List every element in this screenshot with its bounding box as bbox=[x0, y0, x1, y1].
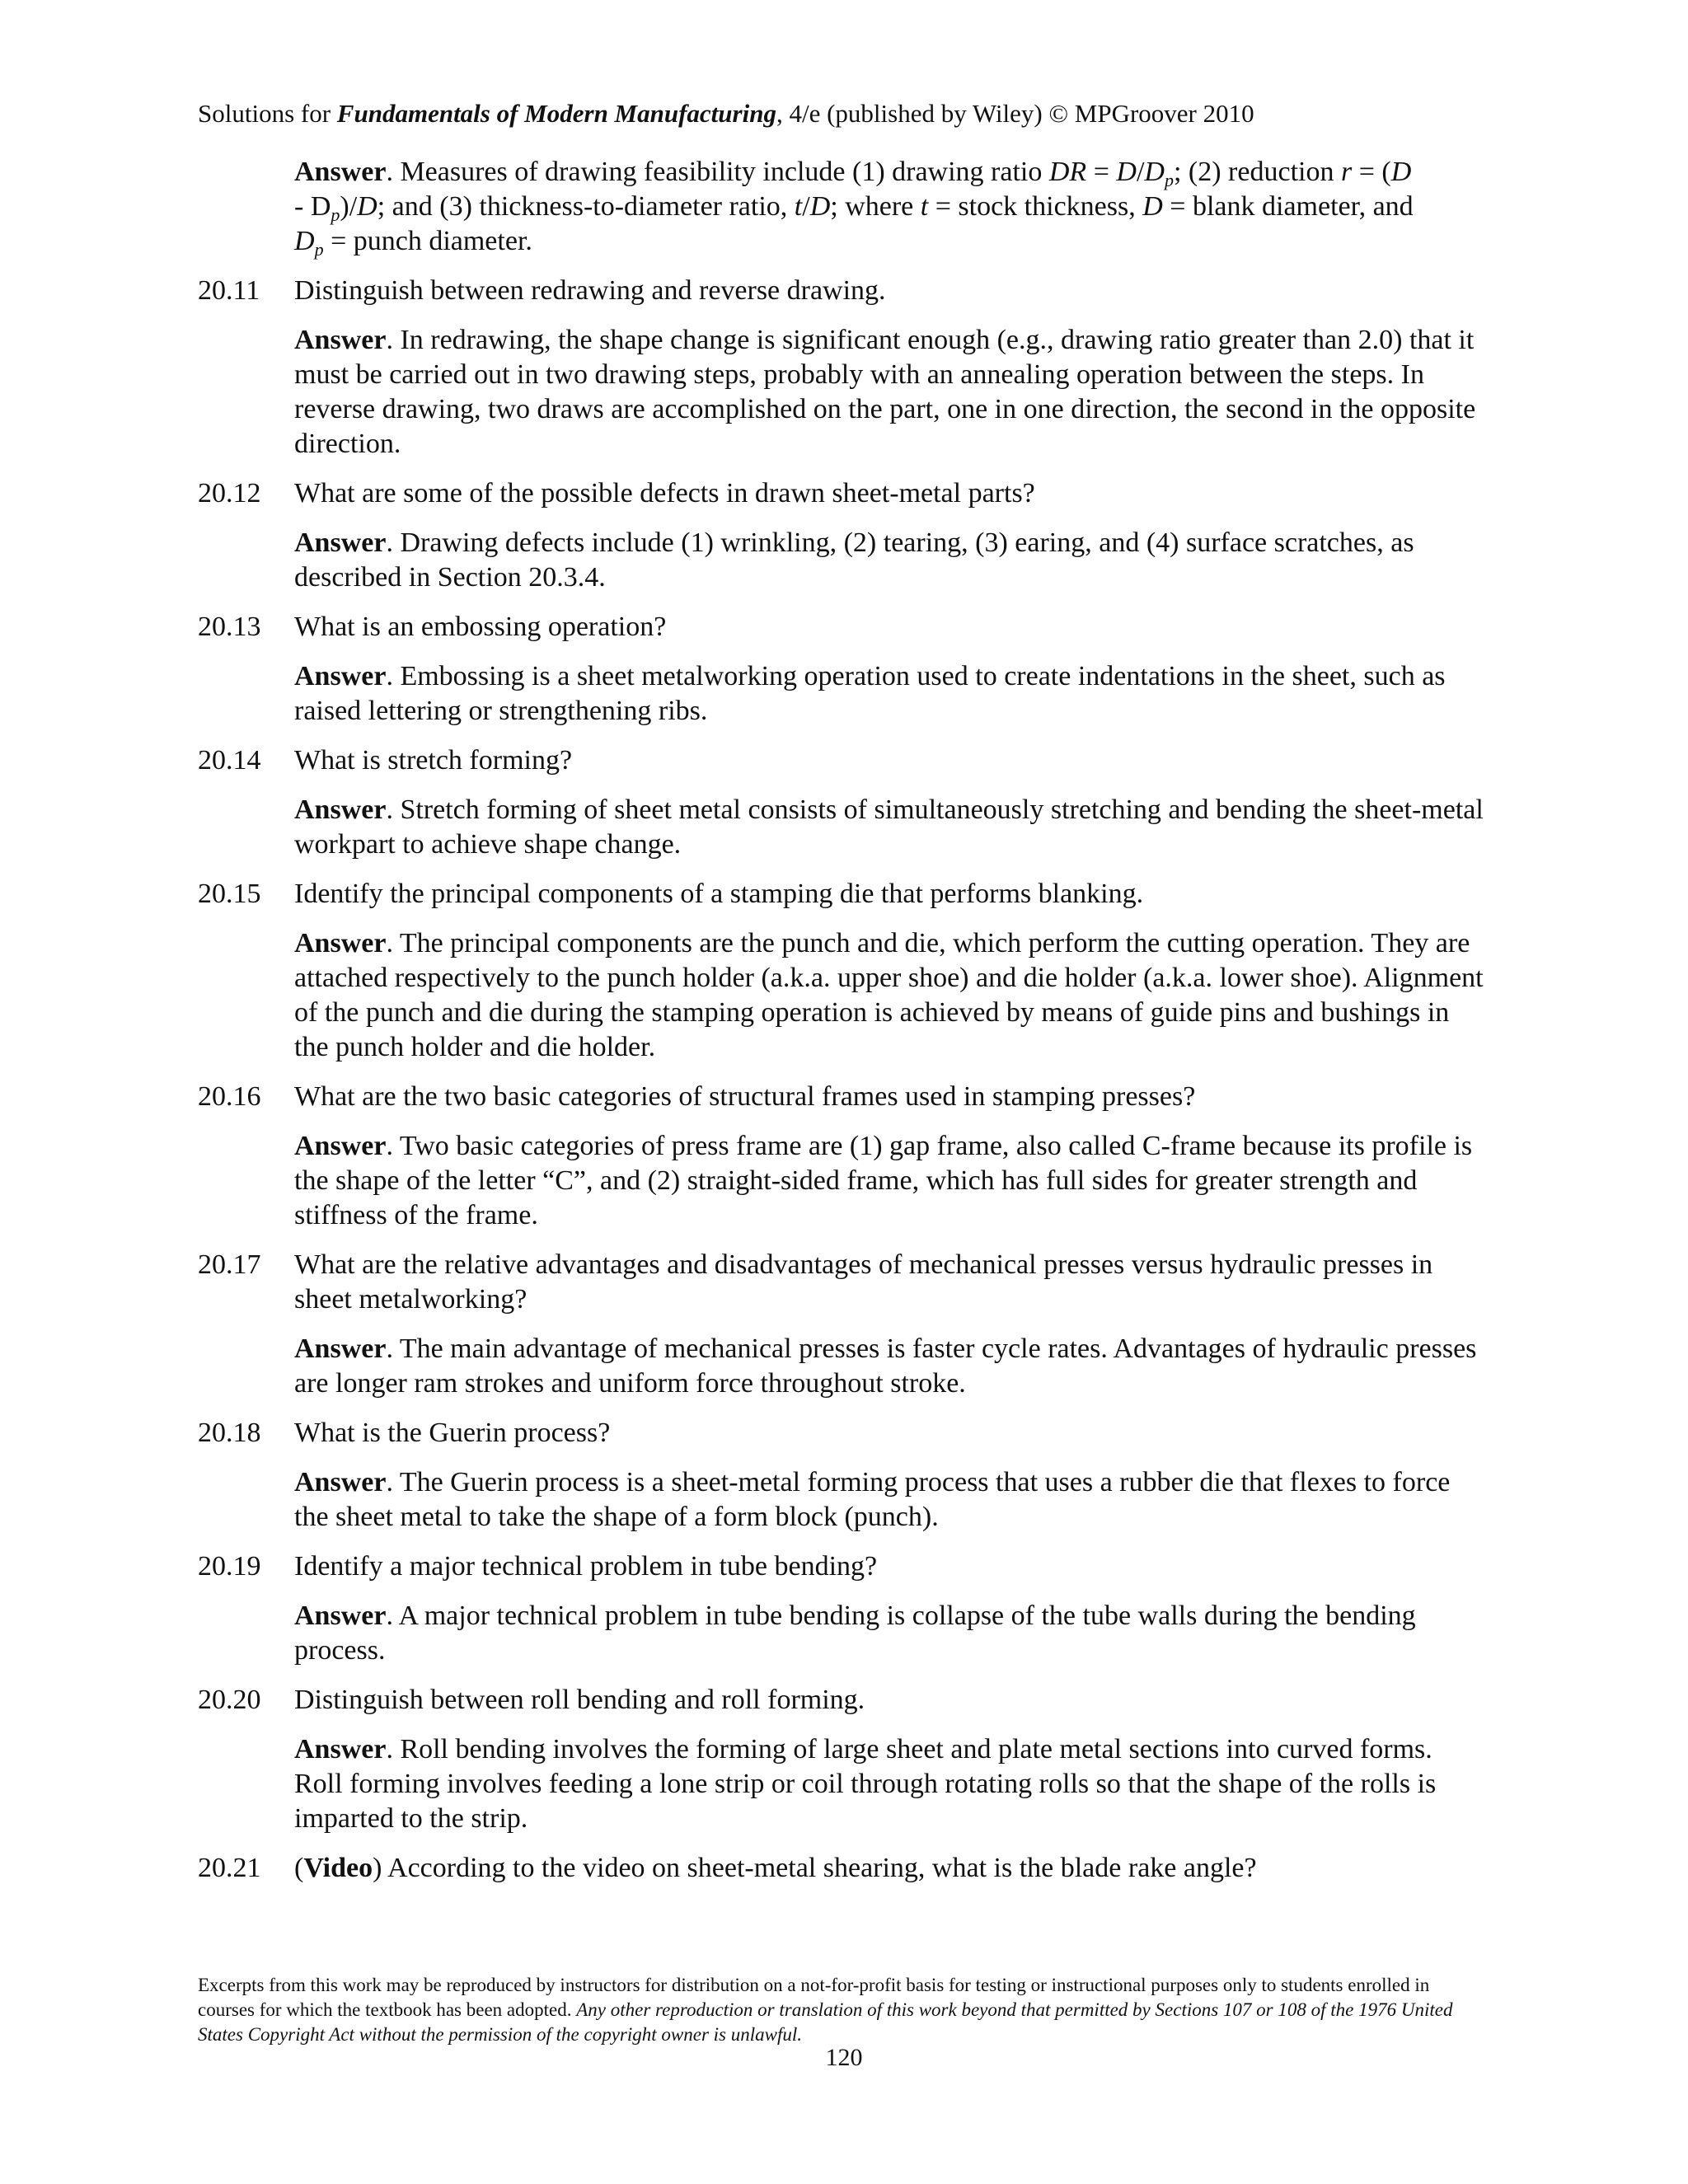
answer-label: Answer bbox=[294, 325, 387, 355]
question-text: What is the Guerin process? bbox=[294, 1418, 611, 1448]
math-var: D bbox=[1144, 157, 1165, 187]
question-20-14 bbox=[198, 743, 1484, 778]
question-number: 20.16 bbox=[198, 1081, 261, 1112]
question-number: 20.14 bbox=[198, 745, 261, 776]
header-suffix: , 4/e (published by Wiley) © MPGroover 2010 bbox=[776, 99, 1254, 128]
math-var: D bbox=[1142, 191, 1163, 222]
answer-label: Answer bbox=[294, 1734, 387, 1765]
answer-20-14 bbox=[294, 793, 1484, 862]
question-number: 20.19 bbox=[198, 1551, 261, 1582]
question-20-17 bbox=[198, 1248, 1484, 1317]
footer-notice: Excerpts from this work may be reproduced by instructors for distribution on a not-for-profit basis for testing or instructional purposes only to students enrolled in courses for which the textbook has been adopted. bbox=[198, 1975, 1430, 2020]
answer-text: . Drawing defects include (1) wrinkling, (2) tearing, (3) earing, and (4) surface scratches, as described in Section 20.3.4. bbox=[294, 527, 1414, 593]
math-var: D bbox=[809, 191, 831, 222]
answer-text: ; (2) reduction bbox=[1173, 157, 1341, 187]
answer-20-20 bbox=[294, 1732, 1484, 1836]
question-text: What are some of the possible defects in drawn sheet-metal parts? bbox=[294, 478, 1035, 509]
question-text: Distinguish between roll bending and roll forming. bbox=[294, 1685, 865, 1715]
answer-text: . The principal components are the punch and die, which perform the cutting operation. They are attached respectively to the punch holder (a.k.a. upper shoe) and die holder (a.k.a. lower shoe). Alignment of the punch and die during the stamping operation is achieved by means of guide pins and bushings in the punch holder and die holder. bbox=[294, 928, 1484, 1062]
answer-text: . Stretch forming of sheet metal consists of simultaneously stretching and bending the sheet-metal workpart to achieve shape change. bbox=[294, 794, 1484, 860]
math-var: D bbox=[1116, 157, 1137, 187]
question-20-18 bbox=[198, 1416, 1484, 1451]
answer-text: . A major technical problem in tube bending is collapse of the tube walls during the bending process. bbox=[294, 1601, 1416, 1666]
answer-text: = punch diameter. bbox=[323, 226, 532, 256]
answer-20-19 bbox=[294, 1599, 1484, 1668]
question-text: What is an embossing operation? bbox=[294, 612, 667, 642]
math-subscript: p bbox=[331, 204, 340, 225]
question-number: 20.20 bbox=[198, 1685, 261, 1715]
question-20-21 bbox=[198, 1851, 1484, 1886]
answer-label: Answer bbox=[294, 157, 387, 187]
page-number: 120 bbox=[825, 2044, 863, 2071]
question-20-11 bbox=[198, 274, 1484, 308]
answer-20-13 bbox=[294, 659, 1484, 729]
math-var: D bbox=[357, 191, 377, 222]
question-number: 20.18 bbox=[198, 1418, 261, 1448]
answer-text: ; where bbox=[830, 191, 921, 222]
question-number: 20.12 bbox=[198, 478, 261, 509]
math-var: r bbox=[1340, 157, 1353, 187]
question-text: Distinguish between redrawing and reverse drawing. bbox=[294, 275, 886, 306]
answer-label: Answer bbox=[294, 794, 387, 825]
answer-20-17 bbox=[294, 1332, 1484, 1401]
book-title: Fundamentals of Modern Manufacturing bbox=[336, 99, 776, 128]
answer-20-12 bbox=[294, 526, 1484, 595]
answer-label: Answer bbox=[294, 1333, 387, 1364]
answer-20-16 bbox=[294, 1129, 1484, 1233]
question-text: What is stretch forming? bbox=[294, 745, 573, 776]
question-number: 20.15 bbox=[198, 879, 261, 909]
answer-text: . Two basic categories of press frame are (1) gap frame, also called C-frame because its profile is the shape of the letter “C”, and (2) straight-sided frame, which has full sides for greater strength and stiffness of the frame. bbox=[294, 1131, 1473, 1230]
question-number: 20.11 bbox=[198, 275, 260, 306]
copyright-footer bbox=[198, 1973, 1484, 2047]
answer-20-18 bbox=[294, 1465, 1484, 1535]
question-20-16 bbox=[198, 1080, 1484, 1114]
answer-text: . In redrawing, the shape change is significant enough (e.g., drawing ratio greater than 2.0) that it must be carried out in two drawing steps, probably with an annealing operation between the steps. In reverse drawing, two draws are accomplished on the part, one in one direction, the second in the opposite direction. bbox=[294, 325, 1476, 459]
answer-text: / bbox=[1136, 157, 1145, 187]
math-var: t bbox=[920, 191, 929, 222]
question-text: Identify the principal components of a stamping die that performs blanking. bbox=[294, 879, 1144, 909]
answer-label: Answer bbox=[294, 1601, 387, 1631]
question-20-13 bbox=[198, 610, 1484, 644]
intro-answer bbox=[294, 155, 1484, 259]
question-20-19 bbox=[198, 1549, 1484, 1584]
answer-20-11 bbox=[294, 323, 1484, 462]
answer-label: Answer bbox=[294, 1131, 387, 1161]
answer-text: - D bbox=[294, 191, 331, 222]
question-text bbox=[294, 1851, 1484, 1886]
question-20-12 bbox=[198, 476, 1484, 511]
answer-text: . The main advantage of mechanical presses is faster cycle rates. Advantages of hydraulic presses are longer ram strokes and uniform force throughout stroke. bbox=[294, 1333, 1477, 1399]
math-var: t bbox=[794, 191, 803, 222]
math-subscript: p bbox=[314, 239, 324, 260]
math-var: D bbox=[1390, 157, 1412, 187]
answer-text: )/ bbox=[340, 191, 358, 222]
question-text: Identify a major technical problem in tube bending? bbox=[294, 1551, 878, 1582]
answer-text: . The Guerin process is a sheet-metal forming process that uses a rubber die that flexes to force the sheet metal to take the shape of a form block (punch). bbox=[294, 1467, 1451, 1532]
answer-label: Answer bbox=[294, 1467, 387, 1497]
answer-text: . Measures of drawing feasibility include (1) drawing ratio bbox=[386, 157, 1049, 187]
question-number: 20.13 bbox=[198, 612, 261, 642]
question-text-part: ) According to the video on sheet-metal shearing, what is the blade rake angle? bbox=[373, 1853, 1257, 1883]
answer-text: = bbox=[1086, 157, 1117, 187]
math-var: D bbox=[294, 226, 315, 256]
answer-text: ; and (3) thickness-to-diameter ratio, bbox=[377, 191, 795, 222]
question-20-20 bbox=[198, 1683, 1484, 1718]
footer-notice-italic: Any other reproduction or translation of this work beyond that permitted by Sections 107 or 108 of the 1976 United States Copyright Act without the permission of the copyright owner is unlawful. bbox=[198, 1999, 1453, 2045]
math-var: DR bbox=[1048, 157, 1087, 187]
answer-text: = stock thickness, bbox=[928, 191, 1143, 222]
answer-label: Answer bbox=[294, 527, 387, 558]
question-text: What are the two basic categories of structural frames used in stamping presses? bbox=[294, 1081, 1196, 1112]
question-open-paren: ( bbox=[294, 1853, 304, 1883]
page-body bbox=[198, 155, 1484, 1886]
answer-text: . Embossing is a sheet metalworking operation used to create indentations in the sheet, such as raised lettering or strengthening ribs. bbox=[294, 661, 1446, 726]
answer-text: / bbox=[802, 191, 810, 222]
answer-20-15 bbox=[294, 926, 1484, 1065]
question-number: 20.21 bbox=[198, 1853, 261, 1883]
running-header bbox=[198, 97, 1254, 130]
question-20-15 bbox=[198, 877, 1484, 912]
question-text: What are the relative advantages and disadvantages of mechanical presses versus hydraulic presses in sheet metalworking? bbox=[294, 1249, 1433, 1315]
question-number: 20.17 bbox=[198, 1249, 261, 1280]
answer-text: = ( bbox=[1352, 157, 1391, 187]
answer-label: Answer bbox=[294, 661, 387, 691]
video-tag: Video bbox=[303, 1853, 373, 1883]
answer-text: . Roll bending involves the forming of large sheet and plate metal sections into curved forms. Roll forming involves feeding a lone strip or coil through rotating rolls so that the shape of the rolls is imparted to the strip. bbox=[294, 1734, 1437, 1834]
answer-label: Answer bbox=[294, 928, 387, 958]
answer-text: = blank diameter, and bbox=[1162, 191, 1414, 222]
math-subscript: p bbox=[1164, 170, 1174, 190]
header-prefix: Solutions for bbox=[198, 99, 337, 128]
